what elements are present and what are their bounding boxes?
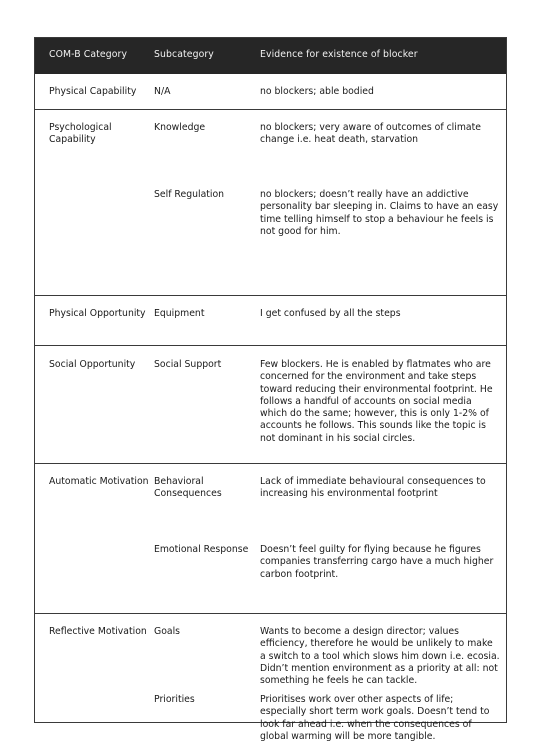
category-cell: Physical Capability [49,86,137,97]
table-row [35,109,506,296]
table-header [35,38,506,74]
table-row [35,295,506,346]
evidence-cell: no blockers; doesn’t really have an addictive personality bar sleeping in. Claims to have an easy time telling himself to stop a behaviour he feels is not good for him. [260,189,499,237]
category-cell: Physical Opportunity [49,308,146,319]
header-evidence: Evidence for existence of blocker [260,49,418,60]
subcategory-cell: Equipment [154,308,205,319]
header-category: COM-B Category [49,49,128,60]
subcategory-cell: Social Support [154,359,222,370]
evidence-cell: Prioritises work over other aspects of life; especially short term work goals. Doesn’t tend to look far ahead i.e. when the consequences of global warming will be more tangible. [260,694,490,742]
category-cell: Social Opportunity [49,359,136,370]
subcategory-cell: N/A [154,86,171,97]
evidence-cell: Few blockers. He is enabled by flatmates who are concerned for the environment and take steps toward reducing their environmental footprint. He follows a handful of accounts on social media which do the same; however, this is only 1-2% of accounts he follows. This sounds like the topic is not dominant in his social circles. [260,359,493,444]
subcategory-cell: Self Regulation [154,189,225,200]
table-row [35,463,506,614]
subcategory-cell: Behavioral Consequences [154,476,222,500]
table-row [35,345,506,464]
table-row [35,613,506,742]
subcategory-cell: Goals [154,626,181,637]
category-cell: Psychological Capability [49,122,112,146]
subcategory-cell: Knowledge [154,122,206,133]
category-cell: Reflective Motivation [49,626,147,637]
evidence-cell: no blockers; able bodied [260,86,374,97]
evidence-cell: Wants to become a design director; values efficiency, therefore he would be unlikely to make a switch to a tool which slows him down i.e. ecosia. Didn’t mention environment as a priority at all: not something he feels he can tackle. [260,626,500,687]
evidence-cell: no blockers; very aware of outcomes of climate change i.e. heat death, starvation [260,122,481,146]
evidence-cell: Lack of immediate behavioural consequences to increasing his environmental footprint [260,476,486,500]
subcategory-cell: Priorities [154,694,195,705]
header-subcategory: Subcategory [154,49,214,60]
evidence-cell: Doesn’t feel guilty for flying because he figures companies transferring cargo have a much higher carbon footprint. [260,544,494,580]
category-cell: Automatic Motivation [49,476,149,487]
evidence-cell: I get confused by all the steps [260,308,401,319]
table-row [35,74,506,109]
subcategory-cell: Emotional Response [154,544,249,555]
com-b-table [34,37,507,742]
